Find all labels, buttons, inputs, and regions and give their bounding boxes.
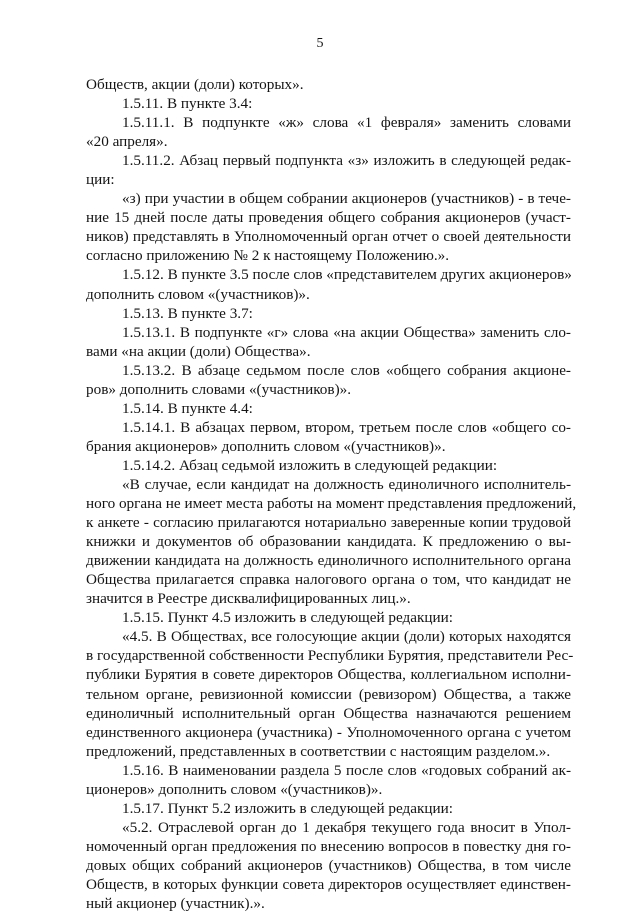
text-line: «4.5. В Обществах, все голосующие акции (доли) которых находятся bbox=[122, 628, 571, 646]
text-line: ционеров» дополнить словом «(участников)». bbox=[86, 780, 383, 798]
document-body bbox=[86, 75, 577, 913]
text-line: Общества прилагается справка налогового органа о том, что кандидат не bbox=[86, 571, 571, 589]
text-line: 1.5.16. В наименовании раздела 5 после слов «годовых собраний ак- bbox=[122, 761, 571, 779]
text-line: Обществ, акции (доли) которых». bbox=[86, 76, 304, 93]
text-line: 1.5.14. В пункте 4.4: bbox=[122, 399, 253, 417]
text-line: 1.5.13.1. В подпункте «г» слова «на акции Общества» заменить сло- bbox=[122, 323, 571, 341]
text-line: «з) при участии в общем собрании акционеров (участников) - в тече- bbox=[122, 190, 571, 208]
text-line: тельном органе, ревизионной комиссии (ревизором) Общества, а также bbox=[86, 685, 571, 703]
text-line: книжки и документов об образовании кандидата. К предложению о вы- bbox=[86, 533, 571, 551]
text-line: «В случае, если кандидат на должность единоличного исполнитель- bbox=[122, 475, 571, 493]
text-line: ный акционер (участник).». bbox=[86, 895, 265, 913]
text-line: вами «на акции (доли) Общества». bbox=[86, 342, 311, 360]
text-line: 1.5.11.1. В подпункте «ж» слова «1 февраля» заменить словами bbox=[122, 114, 571, 132]
text-line: единоличный исполнительный орган Общества назначаются решением bbox=[86, 704, 571, 722]
text-line: ции: bbox=[86, 171, 115, 189]
text-line: довых общих собраний акционеров (участников) Общества, в том числе bbox=[86, 856, 571, 874]
text-line: «20 апреля». bbox=[86, 133, 168, 151]
text-line: брания акционеров» дополнить словом «(участников)». bbox=[86, 437, 446, 455]
text-line: 1.5.14.2. Абзац седьмой изложить в следующей редакции: bbox=[122, 456, 498, 474]
text-line: номоченный орган предложения по внесению вопросов в повестку дня го- bbox=[86, 837, 571, 855]
text-line: 1.5.15. Пункт 4.5 изложить в следующей редакции: bbox=[122, 609, 453, 627]
text-line: предложений, представленных в соответствии с настоящим разделом.». bbox=[86, 742, 551, 760]
text-line: ров» дополнить словами «(участников)». bbox=[86, 380, 352, 398]
text-line: 1.5.12. В пункте 3.5 после слов «представителем других акционеров» bbox=[122, 266, 572, 284]
page-number: 5 bbox=[316, 36, 324, 51]
text-line: значится в Реестре дисквалифицированных лиц.». bbox=[86, 590, 411, 608]
text-line: ного органа не имеет места работы на момент представления предложений, bbox=[86, 495, 577, 513]
text-line: согласно приложению № 2 к настоящему Положению.». bbox=[86, 247, 450, 265]
text-line: 1.5.17. Пункт 5.2 изложить в следующей редакции: bbox=[122, 799, 453, 817]
text-line: ние 15 дней после даты проведения общего собрания акционеров (участ- bbox=[86, 209, 571, 227]
text-line: дополнить словом «(участников)». bbox=[86, 285, 310, 303]
text-line: публики Бурятия в совете директоров Общества, коллегиальном исполни- bbox=[86, 666, 571, 684]
text-line: 1.5.11. В пункте 3.4: bbox=[122, 95, 253, 113]
text-line: 1.5.13.2. В абзаце седьмом после слов «общего собрания акционе- bbox=[122, 361, 571, 379]
text-line: 1.5.14.1. В абзацах первом, втором, третьем после слов «общего со- bbox=[122, 418, 571, 436]
text-line: «5.2. Отраслевой орган до 1 декабря текущего года вносит в Упол- bbox=[122, 818, 571, 836]
text-line: единственного акционера (участника) - Уполномоченного органа с учетом bbox=[86, 723, 571, 741]
text-line: ников) представлять в Уполномоченный орган отчет о своей деятельности bbox=[86, 228, 571, 246]
text-line: 1.5.11.2. Абзац первый подпункта «з» изложить в следующей редак- bbox=[122, 152, 571, 170]
text-line: Обществ, в которых функции совета директоров осуществляет единствен- bbox=[86, 875, 571, 893]
text-line: в государственной собственности Республики Бурятия, представители Рес- bbox=[86, 647, 574, 665]
text-line: движении кандидата на должность единоличного исполнительного органа bbox=[86, 552, 571, 570]
text-line: к анкете - согласию прилагаются нотариально заверенные копии трудовой bbox=[86, 514, 571, 532]
text-line: 1.5.13. В пункте 3.7: bbox=[122, 304, 253, 322]
